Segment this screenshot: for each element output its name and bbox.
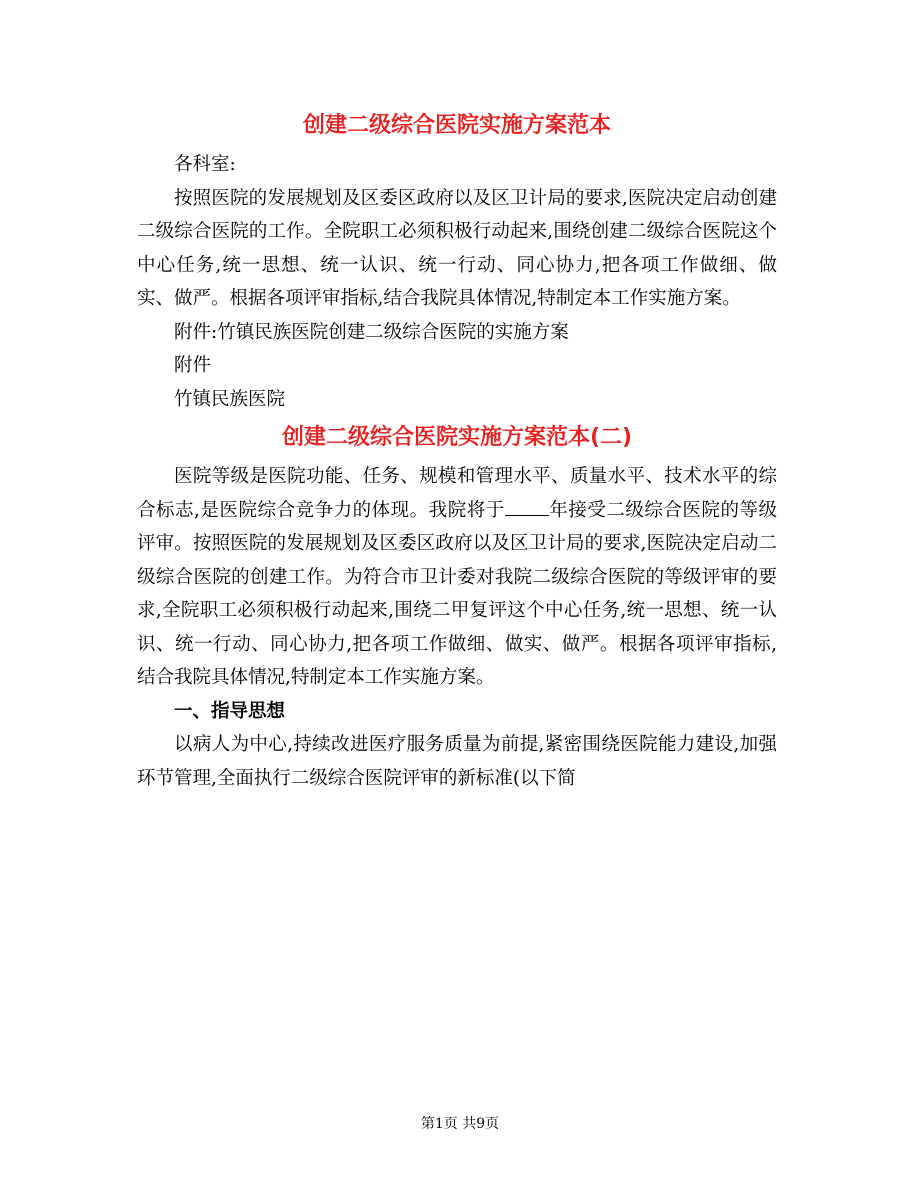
document-body [137,104,777,795]
guiding-thought-paragraph: 以病人为中心,持续改进医疗服务质量为前提,紧密围绕医院能力建设,加强环节管理,全面执行二级综合医院评审的新标准(以下简 [137,734,777,789]
section2-paragraph [137,460,777,695]
section2-text-end: 年接受二级综合医院的等级评审。按照医院的发展规划及区委区政府以及区卫计局的要求,医院决定启动二级综合医院的创建工作。为符合市卫计委对我院二级综合医院的等级评审的要求,全院职工必须积极行动起来,围绕二甲复评这个中心任务,统一思想、统一认识、统一行动、同心协力,把各项工作做细、做实、做严。根据各项评审指标,结合我院具体情况,特制定本工作实施方案。 [137,499,777,688]
year-blank [505,497,549,516]
intro-paragraph: 按照医院的发展规划及区委区政府以及区卫计局的要求,医院决定启动创建二级综合医院的工作。全院职工必须积极行动起来,围绕创建二级综合医院这个中心任务,统一思想、统一认识、统一行动、同心协力,把各项工作做细、做实、做严。根据各项评审指标,结合我院具体情况,特制定本工作实施方案。 [137,187,777,309]
page-footer: 第1页 共9页 [420,1116,500,1132]
heading-guiding-thought: 一、指导思想 [174,700,286,722]
hospital-signature: 竹镇民族医院 [174,388,286,410]
attachment-line: 附件:竹镇民族医院创建二级综合医院的实施方案 [174,321,569,343]
attachment-label: 附件 [174,355,212,376]
salutation: 各科室: [174,154,236,175]
document-title: 创建二级综合医院实施方案范本 [302,113,611,138]
section2-text-start: 医院等级是医院功能、任务、规模和管理水平、质量水平、技术水平的综合标志,是医院综合竞争力的体现。我院将于 [137,466,777,521]
section-title-2: 创建二级综合医院实施方案范本(二) [281,425,633,450]
